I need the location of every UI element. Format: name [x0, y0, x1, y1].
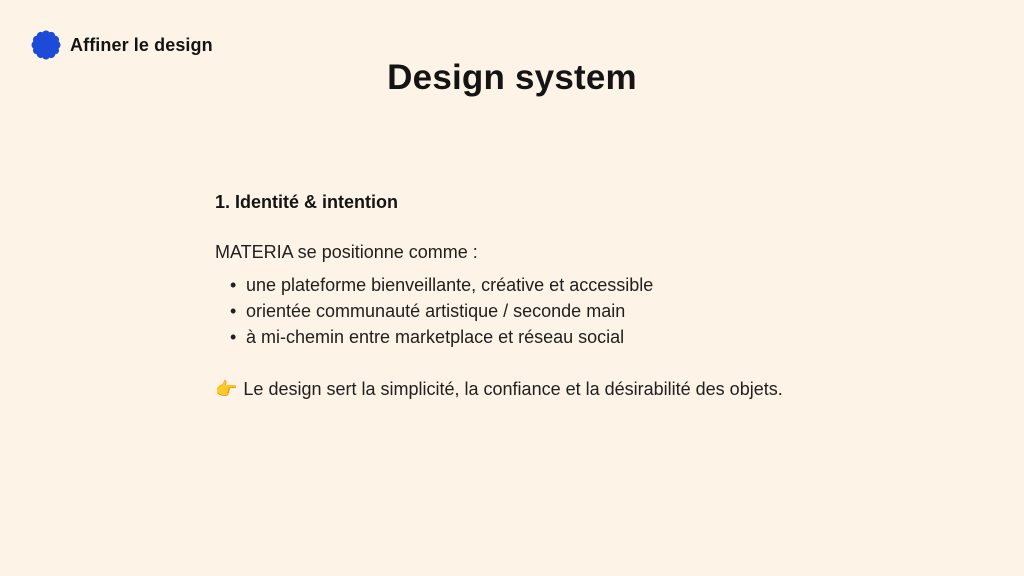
bullet-marker: •: [230, 275, 237, 295]
bullet-marker: •: [230, 301, 237, 321]
section-heading: 1. Identité & intention: [215, 192, 398, 212]
bullet-item: [215, 298, 915, 324]
header-label: Affiner le design: [70, 34, 213, 55]
callout-line: [215, 376, 915, 402]
slide-content: [215, 191, 915, 420]
callout-text: Le design sert la simplicité, la confiance et la désirabilité des objets.: [243, 379, 783, 399]
pointing-right-emoji: 👉: [215, 379, 238, 399]
bullet-text: à mi-chemin entre marketplace et réseau social: [246, 327, 625, 347]
slide-title: Design system: [387, 58, 637, 97]
burst-icon: [31, 30, 61, 60]
slide-header: [31, 30, 213, 60]
bullet-item: [215, 324, 915, 350]
bullet-text: une plateforme bienveillante, créative et accessible: [246, 275, 654, 295]
bullet-marker: •: [230, 327, 237, 347]
intro-text: MATERIA se positionne comme :: [215, 242, 478, 262]
bullet-text: orientée communauté artistique / seconde main: [246, 301, 626, 321]
bullet-item: [215, 272, 915, 298]
bullet-list: [215, 272, 915, 350]
